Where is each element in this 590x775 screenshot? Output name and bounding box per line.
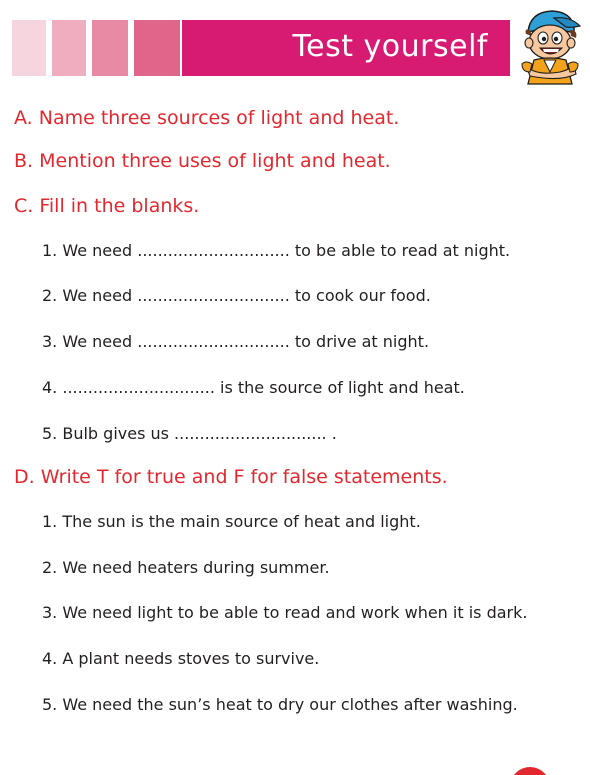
fill-blank-item-5: 5. Bulb gives us .............................. . <box>42 424 337 443</box>
true-false-item-3: 3. We need light to be able to read and work when it is dark. <box>42 603 528 622</box>
true-false-item-1: 1. The sun is the main source of heat and light. <box>42 512 421 531</box>
page-title: Test yourself <box>292 29 488 64</box>
banner-swatch-1 <box>12 20 46 76</box>
question-c-heading: C. Fill in the blanks. <box>14 195 200 217</box>
title-banner <box>12 20 510 76</box>
true-false-item-5: 5. We need the sun’s heat to dry our clothes after washing. <box>42 695 518 714</box>
question-b-heading: B. Mention three uses of light and heat. <box>14 150 391 172</box>
question-d-heading: D. Write T for true and F for false statements. <box>14 466 448 488</box>
fill-blank-item-2: 2. We need .............................. to cook our food. <box>42 286 431 305</box>
true-false-item-2: 2. We need heaters during summer. <box>42 558 330 577</box>
cartoon-boy-icon <box>516 6 584 86</box>
fill-blank-item-3: 3. We need .............................. to drive at night. <box>42 332 430 351</box>
decorative-circle-icon <box>500 765 560 775</box>
banner-swatch-4 <box>134 20 180 76</box>
banner-swatch-2 <box>52 20 86 76</box>
fill-blank-item-4: 4. .............................. is the source of light and heat. <box>42 378 465 397</box>
question-a-heading: A. Name three sources of light and heat. <box>14 107 400 129</box>
true-false-item-4: 4. A plant needs stoves to survive. <box>42 649 320 668</box>
banner-swatch-3 <box>92 20 128 76</box>
fill-blank-item-1: 1. We need .............................. to be able to read at night. <box>42 241 511 260</box>
